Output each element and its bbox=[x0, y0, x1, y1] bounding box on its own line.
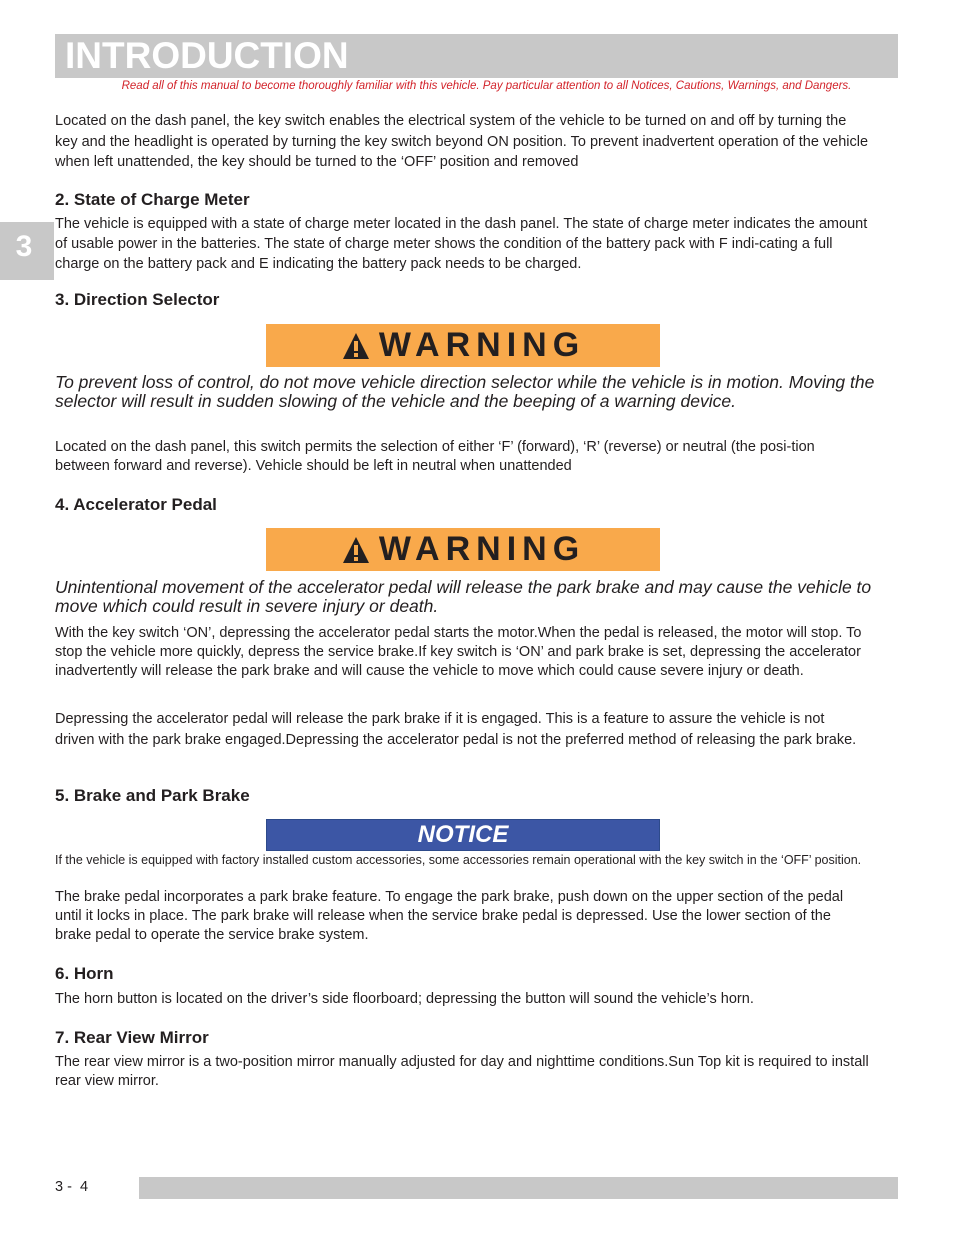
header-bar bbox=[55, 34, 898, 78]
warning-label: WARNING bbox=[378, 326, 586, 364]
brake-paragraph: The brake pedal incorporates a park brake feature. To engage the park brake, push down on the upper section of the pedal until it locks in place. The park brake will release when the service brake pedal is depressed. Use the lower section of the brake pedal to operate the service brake system. bbox=[55, 889, 844, 943]
mirror-paragraph: The rear view mirror is a two-position mirror manually adjusted for day and nighttime conditions.Sun Top kit is required to install rear view mirror. bbox=[55, 1054, 869, 1089]
page-title: INTRODUCTION bbox=[65, 35, 349, 76]
direction-paragraph: Located on the dash panel, this switch permits the selection of either ‘F’ (forward), ‘R’ (reverse) or neutral (the posi-tion between forward and reverse). Vehicle should be left in neutral when unattended bbox=[55, 439, 815, 474]
warning-text-accelerator: Unintentional movement of the accelerator pedal will release the park brake and may cause the vehicle to move which could result in severe injury or death. bbox=[55, 577, 872, 616]
heading-brake-park-brake: 5. Brake and Park Brake bbox=[55, 786, 250, 805]
notice-label: NOTICE bbox=[417, 821, 509, 848]
heading-direction-selector: 3. Direction Selector bbox=[55, 290, 220, 309]
horn-paragraph: The horn button is located on the driver’s side floorboard; depressing the button will sound the vehicle’s horn. bbox=[55, 991, 754, 1007]
accelerator-paragraph-2: Depressing the accelerator pedal will release the park brake if it is engaged. This is a feature to assure the vehicle is not driven with the park brake engaged.Depressing the accelerator pedal is not the preferred method of releasing the park brake. bbox=[55, 711, 857, 748]
footer-bar bbox=[139, 1177, 898, 1199]
warning-banner-accelerator bbox=[266, 528, 660, 571]
warning-text-direction: To prevent loss of control, do not move vehicle direction selector while the vehicle is in motion. Moving the selector will result in sudden slowing of the vehicle and the beeping of a warning device. bbox=[55, 372, 875, 411]
notice-banner bbox=[266, 819, 660, 851]
heading-rear-view-mirror: 7. Rear View Mirror bbox=[55, 1028, 209, 1047]
accelerator-paragraph-1: With the key switch ‘ON’, depressing the accelerator pedal starts the motor.When the pedal is released, the motor will stop. To stop the vehicle more quickly, depress the service brake.If key switch is ‘ON’ and park brake is set, depressing the accelerator inadvertently will release the park brake and will cause the vehicle to move which could cause severe injury or death. bbox=[55, 625, 862, 679]
header-subtitle: Read all of this manual to become thoroughly familiar with this vehicle. Pay particular attention to all Notices, Cautions, Warnings, and Dangers. bbox=[121, 80, 852, 92]
chapter-number: 3 bbox=[15, 230, 33, 263]
chapter-tab bbox=[0, 222, 54, 280]
warning-banner-direction bbox=[266, 324, 660, 367]
warning-label: WARNING bbox=[378, 530, 586, 568]
charge-paragraph: The vehicle is equipped with a state of charge meter located in the dash panel. The state of charge meter indicates the amount of usable power in the batteries. The state of charge meter shows the condition of the battery pack with F indi-cating a full charge on the battery pack and E indicating the battery pack needs to be charged. bbox=[55, 216, 868, 272]
heading-state-of-charge: 2. State of Charge Meter bbox=[55, 190, 250, 209]
heading-horn: 6. Horn bbox=[55, 964, 114, 983]
heading-accelerator-pedal: 4. Accelerator Pedal bbox=[55, 495, 217, 514]
warning-triangle-icon bbox=[341, 331, 371, 361]
page-number: 3 - 4 bbox=[55, 1179, 89, 1195]
notice-text: If the vehicle is equipped with factory installed custom accessories, some accessories remain operational with the key switch in the ‘OFF’ position. bbox=[55, 853, 862, 867]
warning-triangle-icon bbox=[341, 535, 371, 565]
intro-paragraph: Located on the dash panel, the key switch enables the electrical system of the vehicle to be turned on and off by turning the key and the headlight is operated by turning the key switch beyond ON position. To prevent inadvertent operation of the vehicle when left unattended, the key should be turned to the ‘OFF’ position and removed bbox=[55, 113, 869, 170]
